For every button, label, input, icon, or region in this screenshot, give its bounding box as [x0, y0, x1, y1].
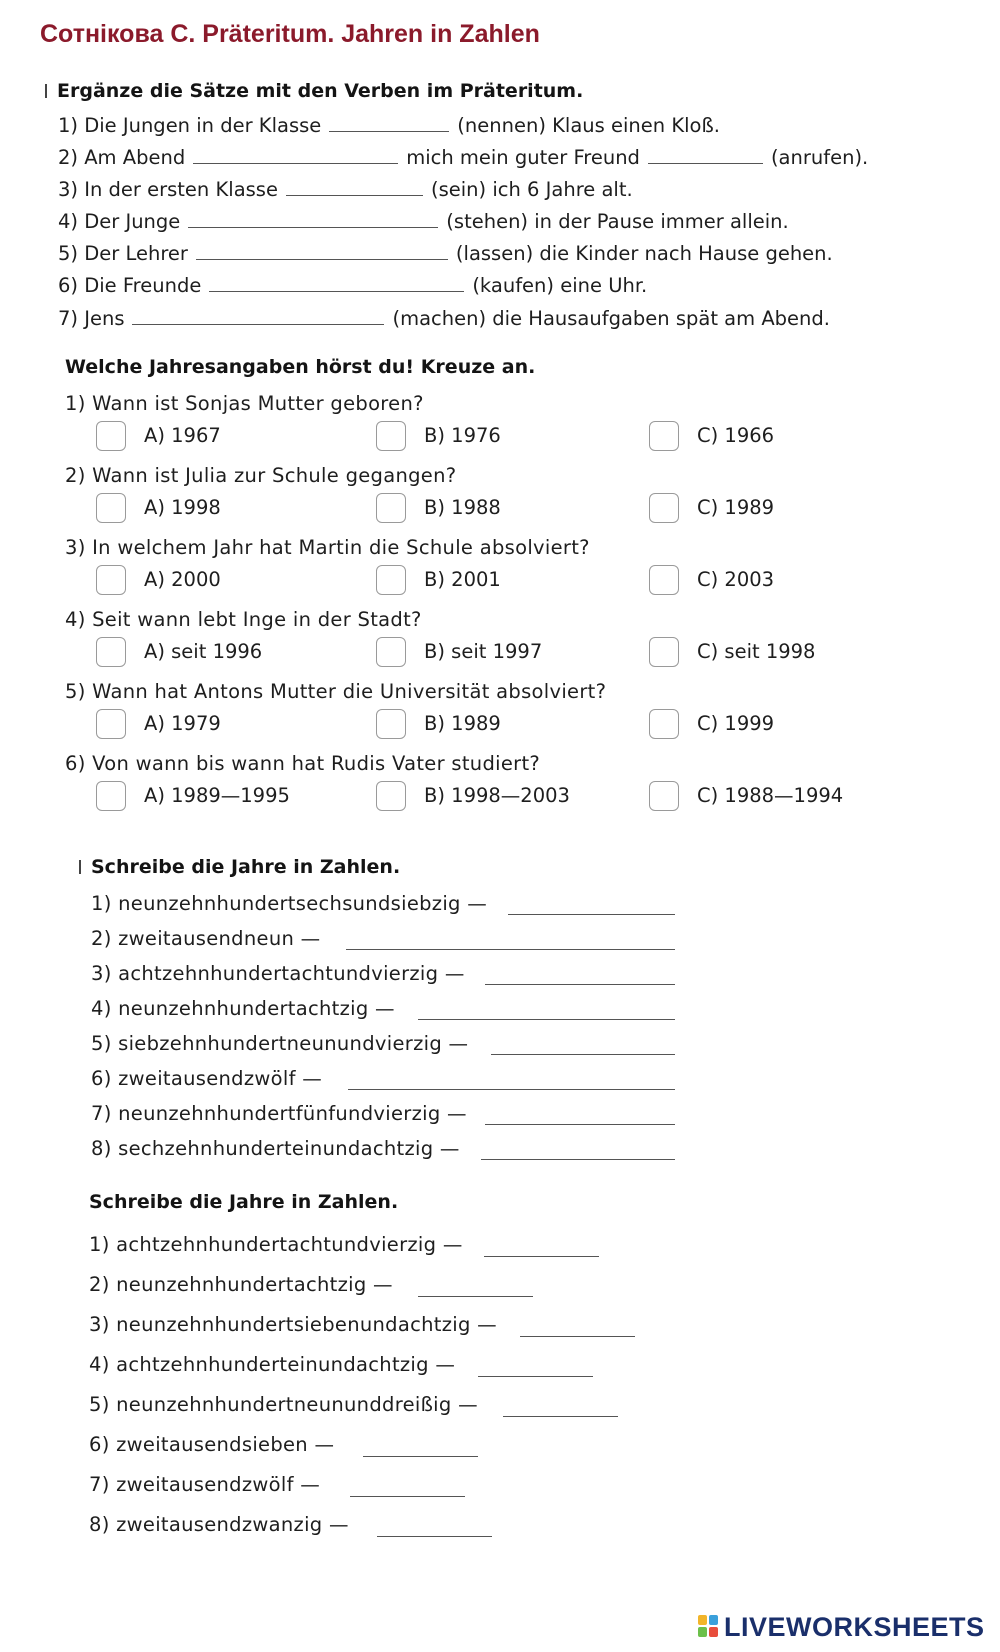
answer-line[interactable]: [484, 1255, 599, 1257]
answer-option-c: C) 1999: [697, 712, 775, 735]
liveworksheets-icon: [698, 1615, 720, 1639]
answer-option-b: B) 1988: [424, 496, 501, 519]
section4-heading: Schreibe die Jahre in Zahlen.: [89, 1191, 399, 1213]
sentence-4: [58, 209, 789, 233]
answer-line[interactable]: [485, 1123, 675, 1125]
number-word-item: 1) achtzehnhundertachtundvierzig —: [89, 1233, 463, 1256]
sentence-text: 3) In der ersten Klasse: [58, 178, 278, 201]
sentence-text: 6) Die Freunde: [58, 274, 202, 297]
answer-checkbox-c[interactable]: [649, 565, 679, 595]
quiz-question: 4) Seit wann lebt Inge in der Stadt?: [65, 608, 422, 631]
sentence-text: die Hausaufgaben spät am Abend.: [492, 307, 830, 330]
answer-line[interactable]: [346, 948, 675, 950]
answer-blank[interactable]: [209, 273, 464, 292]
answer-option-a: A) 2000: [144, 568, 221, 591]
sentence-text: 4) Der Junge: [58, 210, 181, 233]
answer-option-c: C) 1966: [697, 424, 775, 447]
number-word-item: 4) achtzehnhunderteinundachtzig —: [89, 1353, 456, 1376]
sentence-6: [58, 273, 647, 297]
answer-checkbox-a[interactable]: [96, 709, 126, 739]
sentence-verb: (machen): [392, 307, 487, 330]
sentence-verb: (lassen): [455, 242, 534, 265]
section-marker: [45, 84, 47, 98]
answer-blank[interactable]: [286, 177, 423, 196]
answer-blank[interactable]: [132, 306, 384, 325]
answer-line[interactable]: [418, 1018, 675, 1020]
answer-line[interactable]: [508, 913, 675, 915]
sentence-text: Klaus einen Kloß.: [552, 114, 720, 137]
answer-option-b: B) 1998—2003: [424, 784, 570, 807]
answer-line[interactable]: [520, 1335, 635, 1337]
sentence-5: [58, 241, 833, 265]
number-word-item: 5) siebzehnhundertneunundvierzig —: [91, 1032, 469, 1055]
number-word-item: 4) neunzehnhundertachtzig —: [91, 997, 395, 1020]
answer-checkbox-c[interactable]: [649, 637, 679, 667]
number-word-item: 3) achtzehnhundertachtundvierzig —: [91, 962, 465, 985]
sentence-verb: (stehen): [446, 210, 529, 233]
logo-text: LIVEWORKSHEETS: [724, 1611, 985, 1642]
answer-checkbox-b[interactable]: [376, 781, 406, 811]
answer-option-c: C) 1989: [697, 496, 775, 519]
answer-blank[interactable]: [648, 145, 763, 164]
sentence-text: 2) Am Abend: [58, 146, 186, 169]
number-word-item: 2) zweitausendneun —: [91, 927, 321, 950]
section1-heading: Ergänze die Sätze mit den Verben im Präteritum.: [57, 80, 584, 102]
answer-checkbox-a[interactable]: [96, 493, 126, 523]
answer-checkbox-b[interactable]: [376, 637, 406, 667]
answer-blank[interactable]: [329, 113, 449, 132]
liveworksheets-logo[interactable]: [698, 1612, 985, 1642]
answer-option-a: A) 1989—1995: [144, 784, 290, 807]
sentence-2: [58, 145, 868, 169]
answer-checkbox-c[interactable]: [649, 709, 679, 739]
sentence-verb: (kaufen): [472, 274, 555, 297]
answer-blank[interactable]: [196, 241, 448, 260]
answer-checkbox-a[interactable]: [96, 421, 126, 451]
number-word-item: 2) neunzehnhundertachtzig —: [89, 1273, 393, 1296]
number-word-item: 7) neunzehnhundertfünfundvierzig —: [91, 1102, 467, 1125]
answer-checkbox-a[interactable]: [96, 781, 126, 811]
answer-option-b: B) 2001: [424, 568, 501, 591]
sentence-3: [58, 177, 633, 201]
sentence-text: 1) Die Jungen in der Klasse: [58, 114, 322, 137]
answer-line[interactable]: [485, 983, 675, 985]
number-word-item: 1) neunzehnhundertsechsundsiebzig —: [91, 892, 488, 915]
answer-option-b: B) 1989: [424, 712, 501, 735]
answer-checkbox-b[interactable]: [376, 565, 406, 595]
quiz-question: 6) Von wann bis wann hat Rudis Vater studiert?: [65, 752, 541, 775]
sentence-verb: (sein): [430, 178, 487, 201]
sentence-text: eine Uhr.: [560, 274, 648, 297]
answer-line[interactable]: [377, 1535, 492, 1537]
answer-checkbox-c[interactable]: [649, 781, 679, 811]
number-word-item: 7) zweitausendzwölf —: [89, 1473, 321, 1496]
answer-option-b: B) seit 1997: [424, 640, 543, 663]
quiz-question: 1) Wann ist Sonjas Mutter geboren?: [65, 392, 424, 415]
sentence-text: in der Pause immer allein.: [534, 210, 789, 233]
sentence-text: 7) Jens: [58, 307, 125, 330]
page-title: Сотнікова С. Präteritum. Jahren in Zahlen: [40, 20, 540, 48]
answer-checkbox-b[interactable]: [376, 709, 406, 739]
answer-blank[interactable]: [193, 145, 398, 164]
sentence-text: die Kinder nach Hause gehen.: [539, 242, 833, 265]
sentence-1: [58, 113, 720, 137]
sentence-verb: (nennen): [457, 114, 546, 137]
answer-line[interactable]: [418, 1295, 533, 1297]
answer-option-a: A) 1979: [144, 712, 221, 735]
sentence-verb: mich mein guter Freund: [406, 146, 640, 169]
answer-checkbox-b[interactable]: [376, 493, 406, 523]
section3-heading: Schreibe die Jahre in Zahlen.: [91, 856, 401, 878]
answer-checkbox-b[interactable]: [376, 421, 406, 451]
number-word-item: 3) neunzehnhundertsiebenundachtzig —: [89, 1313, 497, 1336]
answer-checkbox-a[interactable]: [96, 637, 126, 667]
answer-option-a: A) 1967: [144, 424, 221, 447]
answer-line[interactable]: [491, 1053, 675, 1055]
answer-option-c: C) 1988—1994: [697, 784, 844, 807]
answer-line[interactable]: [348, 1088, 675, 1090]
answer-blank[interactable]: [188, 209, 438, 228]
answer-line[interactable]: [363, 1455, 478, 1457]
number-word-item: 8) zweitausendzwanzig —: [89, 1513, 349, 1536]
number-word-item: 6) zweitausendsieben —: [89, 1433, 335, 1456]
sentence-text: ich 6 Jahre alt.: [492, 178, 633, 201]
answer-option-b: B) 1976: [424, 424, 501, 447]
answer-line[interactable]: [350, 1495, 465, 1497]
quiz-question: 5) Wann hat Antons Mutter die Universität absolviert?: [65, 680, 607, 703]
answer-checkbox-c[interactable]: [649, 421, 679, 451]
sentence-7: [58, 306, 830, 330]
answer-line[interactable]: [503, 1415, 618, 1417]
answer-option-c: C) 2003: [697, 568, 775, 591]
number-word-item: 8) sechzehnhunderteinundachtzig —: [91, 1137, 460, 1160]
sentence-text: 5) Der Lehrer: [58, 242, 188, 265]
answer-option-a: A) 1998: [144, 496, 221, 519]
section-marker: [79, 860, 81, 874]
section2-heading: Welche Jahresangaben hörst du! Kreuze an.: [65, 356, 536, 378]
answer-checkbox-c[interactable]: [649, 493, 679, 523]
answer-line[interactable]: [481, 1158, 675, 1160]
answer-option-c: C) seit 1998: [697, 640, 816, 663]
number-word-item: 5) neunzehnhundertneununddreißig —: [89, 1393, 478, 1416]
quiz-question: 2) Wann ist Julia zur Schule gegangen?: [65, 464, 457, 487]
sentence-text: (anrufen).: [770, 146, 869, 169]
answer-line[interactable]: [478, 1375, 593, 1377]
quiz-question: 3) In welchem Jahr hat Martin die Schule absolviert?: [65, 536, 590, 559]
answer-checkbox-a[interactable]: [96, 565, 126, 595]
answer-option-a: A) seit 1996: [144, 640, 263, 663]
number-word-item: 6) zweitausendzwölf —: [91, 1067, 323, 1090]
